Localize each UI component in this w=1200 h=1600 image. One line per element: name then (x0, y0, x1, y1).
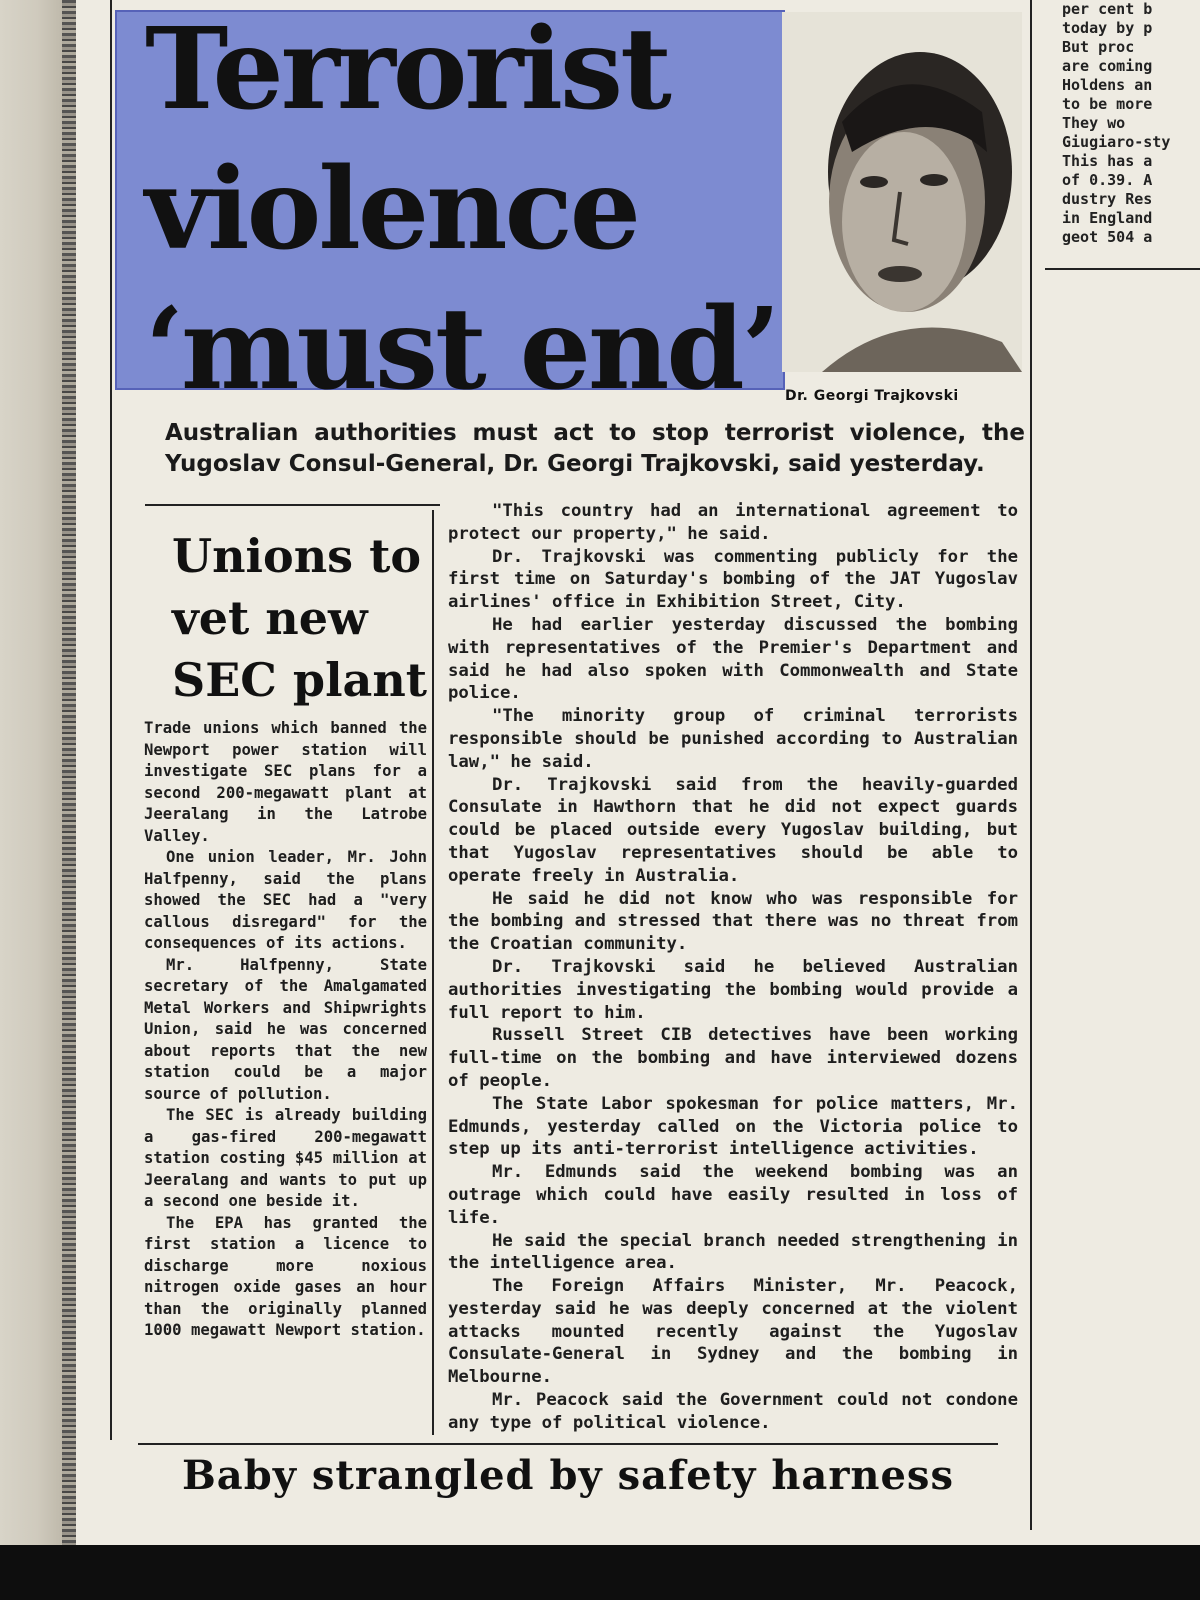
bottom-headline: Baby strangled by safety harness (182, 1452, 954, 1499)
portrait-photo-icon (782, 12, 1022, 372)
right-column-line: This has a (1062, 152, 1153, 170)
portrait-photo-graphic (782, 12, 1022, 372)
page-left-margin (0, 0, 62, 1545)
sidebar-paragraph: The SEC is already building a gas-fired 200-megawatt station costing $45 million at Jeeralang and wants to put up a second one beside it. (144, 1106, 427, 1210)
photo-caption: Dr. Georgi Trajkovski (785, 388, 959, 404)
right-column-line: in England (1062, 209, 1153, 227)
sidebar-article-body (144, 718, 427, 1342)
right-column-line: They wo (1062, 114, 1126, 132)
page-perforated-edge (62, 0, 76, 1545)
right-column-line: are coming (1062, 57, 1153, 75)
right-column-line: Holdens an (1062, 76, 1153, 94)
main-article-body (448, 500, 1018, 1435)
right-column-text (1062, 0, 1200, 247)
article-paragraph: He said he did not know who was responsible for the bombing and stressed that there was no threat from the Croatian community. (448, 888, 1018, 955)
right-column-line: But proc (1062, 38, 1135, 56)
article-paragraph: Mr. Edmunds said the weekend bombing was an outrage which could have easily resulted in loss of life. (448, 1162, 1018, 1228)
right-column-line: to be more (1062, 95, 1153, 113)
sidebar-headline-line-3: SEC plant (172, 653, 428, 707)
right-column-line: dustry Res (1062, 190, 1153, 208)
column-rule-right-border (1030, 0, 1032, 1530)
sidebar-paragraph: One union leader, Mr. John Halfpenny, said the plans showed the SEC had a "very callous disregard" for the consequences of its actions. (144, 848, 427, 952)
sidebar-headline (172, 525, 442, 711)
article-paragraph: The Foreign Affairs Minister, Mr. Peacock, yesterday said he was deeply concerned at the violent attacks mounted recently against the Yugoslav Consulate-General in Sydney and the bombing in Melbourne. (448, 1276, 1018, 1388)
article-paragraph: Dr. Trajkovski said from the heavily-guarded Consulate in Hawthorn that he did not expect guards could be placed outside every Yugoslav building, but that Yugoslav representatives should be able to operate freely in Australia. (448, 774, 1018, 886)
article-paragraph: Dr. Trajkovski said he believed Australian authorities investigating the bombing would provide a full report to him. (448, 956, 1018, 1023)
sidebar-headline-line-1: Unions to (172, 529, 422, 583)
sidebar-paragraph: Trade unions which banned the Newport power station will investigate SEC plans for a second 200-megawatt plant at Jeeralang in the Latrobe Valley. (144, 719, 427, 845)
headline-line-1: Terrorist (145, 4, 669, 135)
right-column-line: Giugiaro-sty (1062, 133, 1171, 151)
right-column-line: per cent b (1062, 0, 1153, 18)
headline-line-3: ‘must end’ (145, 284, 778, 415)
article-paragraph: Mr. Peacock said the Government could not condone any type of political violence. (448, 1390, 1018, 1433)
article-paragraph: Dr. Trajkovski was commenting publicly for the first time on Saturday's bombing of the JAT Yugoslav airlines' office in Exhibition Street, City. (448, 546, 1018, 613)
sidebar-headline-line-2: vet new (172, 591, 368, 645)
sidebar-paragraph: Mr. Halfpenny, State secretary of the Amalgamated Metal Workers and Shipwrights Union, said he was concerned about reports that the new station could be a major source of pollution. (144, 955, 427, 1103)
article-paragraph: "This country had an international agreement to protect our property," he said. (448, 501, 1018, 544)
article-intro: Australian authorities must act to stop terrorist violence, the Yugoslav Consul-General, Dr. Georgi Trajkovski, said yesterday. (165, 420, 1025, 477)
column-rule-left-border (110, 0, 112, 1440)
screen-bottom-bezel (0, 1545, 1200, 1600)
right-column-rule (1045, 268, 1200, 270)
article-paragraph: "The minority group of criminal terrorists responsible should be punished according to Australian law," he said. (448, 706, 1018, 772)
right-column-line: geot 504 a (1062, 228, 1153, 246)
bottom-rule (138, 1443, 998, 1445)
sidebar-top-rule (145, 504, 440, 506)
article-paragraph: He had earlier yesterday discussed the bombing with representatives of the Premier's Department and said he had also spoken with Commonwealth and State police. (448, 614, 1018, 704)
main-headline (145, 0, 785, 420)
article-paragraph: Russell Street CIB detectives have been working full-time on the bombing and have interviewed dozens of people. (448, 1025, 1018, 1091)
right-column-line: today by p (1062, 19, 1153, 37)
headline-line-2: violence (145, 144, 639, 275)
article-paragraph: He said the special branch needed strengthening in the intelligence area. (448, 1230, 1018, 1274)
sidebar-paragraph: The EPA has granted the first station a licence to discharge more noxious nitrogen oxide gases an hour than the originally planned 1000 megawatt Newport station. (144, 1213, 427, 1339)
article-paragraph: The State Labor spokesman for police matters, Mr. Edmunds, yesterday called on the Victoria police to step up its anti-terrorist intelligence activities. (448, 1093, 1018, 1160)
right-column-line: of 0.39. A (1062, 171, 1153, 189)
